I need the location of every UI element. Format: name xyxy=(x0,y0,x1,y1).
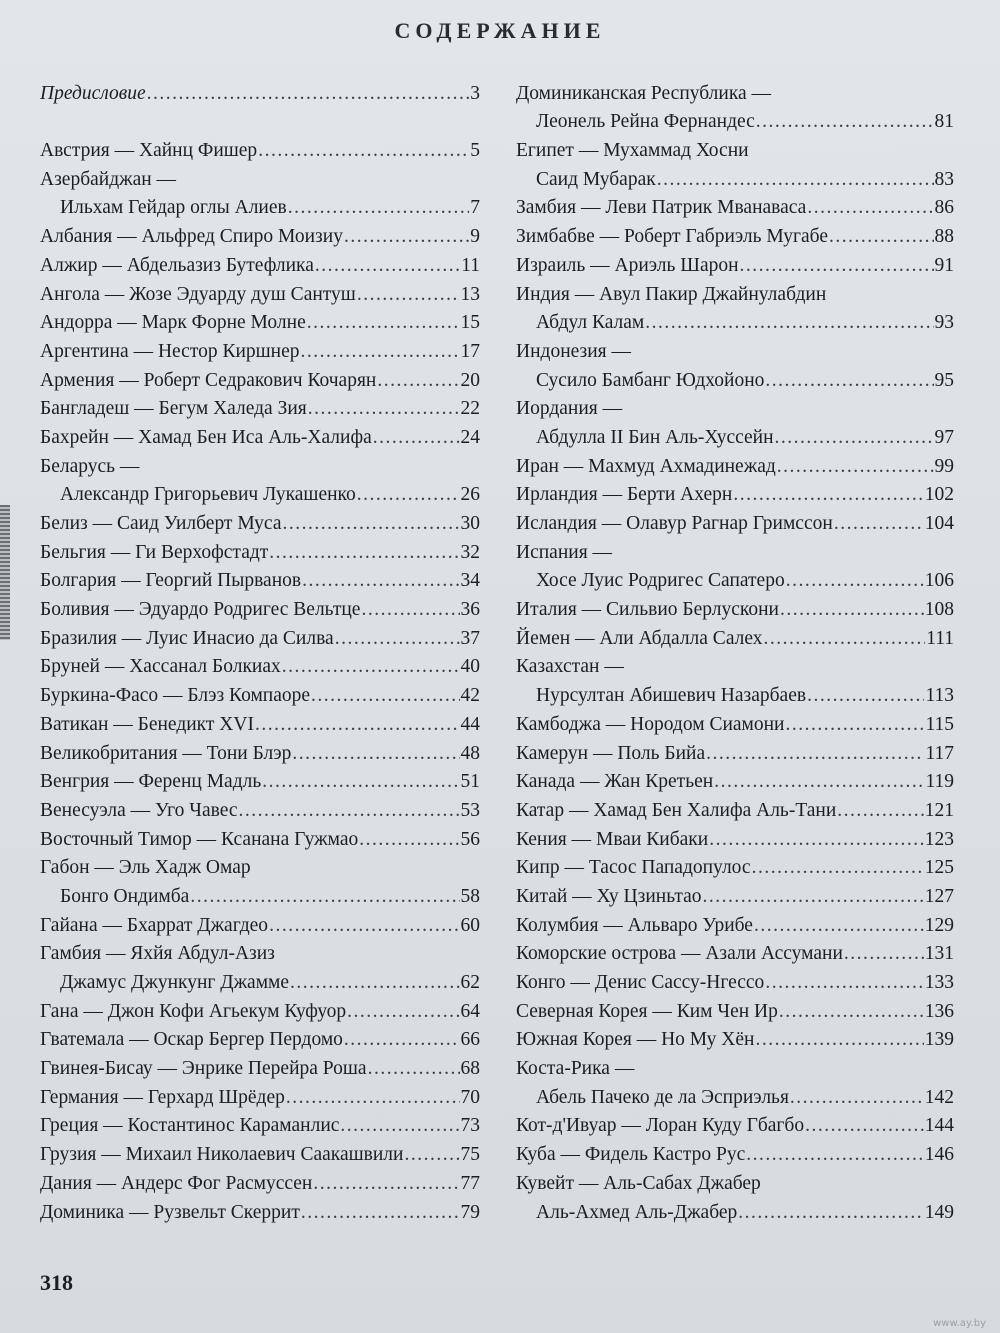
toc-leader-dots xyxy=(777,456,934,478)
toc-entry-page: 119 xyxy=(925,771,954,793)
toc-entry-page: 129 xyxy=(924,914,954,936)
toc-entry-label: Ильхам Гейдар оглы Алиев xyxy=(60,197,287,219)
toc-entry xyxy=(40,506,480,535)
toc-entry xyxy=(516,678,954,707)
toc-leader-dots xyxy=(714,771,924,793)
toc-entry xyxy=(516,793,954,822)
toc-leader-dots xyxy=(377,370,459,392)
toc-leader-dots xyxy=(301,1202,460,1224)
toc-leader-dots xyxy=(282,513,459,535)
toc-leader-dots xyxy=(706,743,924,765)
toc-entry-label: Габон — Эль Хадж Омар xyxy=(40,857,251,879)
toc-leader-dots xyxy=(302,570,459,592)
toc-entry-page: 66 xyxy=(460,1029,480,1051)
toc-entry xyxy=(516,908,954,937)
toc-leader-dots xyxy=(404,1144,459,1166)
toc-entry xyxy=(40,133,480,162)
toc-left-column xyxy=(40,76,480,1224)
toc-leader-dots xyxy=(709,829,924,851)
toc-leader-dots xyxy=(239,800,460,822)
toc-leader-dots xyxy=(288,197,470,219)
toc-entry xyxy=(516,506,954,535)
toc-entry-label: Великобритания — Тони Блэр xyxy=(40,742,292,764)
toc-entry-page: 77 xyxy=(460,1172,480,1194)
toc-entry-label: Армения — Роберт Седракович Кочарян xyxy=(40,369,377,391)
toc-entry-page: 131 xyxy=(924,943,954,965)
toc-entry-label: Замбия — Леви Патрик Мванаваса xyxy=(516,197,807,219)
toc-leader-dots xyxy=(837,800,923,822)
toc-entry xyxy=(40,678,480,707)
toc-entry-label: Ватикан — Бенедикт XVI xyxy=(40,713,254,735)
toc-entry-label: Буркина-Фасо — Блэз Компаоре xyxy=(40,685,311,707)
toc-entry xyxy=(40,707,480,736)
toc-entry-page: 146 xyxy=(924,1144,954,1166)
toc-entry-label: Гватемала — Оскар Бергер Пердомо xyxy=(40,1029,343,1051)
toc-entry-page: 34 xyxy=(460,570,480,592)
toc-entry-label: Бахрейн — Хамад Бен Иса Аль-Халифа xyxy=(40,426,372,448)
toc-entry-page: 7 xyxy=(470,197,480,219)
toc-leader-dots xyxy=(315,255,460,277)
toc-leader-dots xyxy=(645,312,933,334)
toc-entry-label: Гамбия — Яхйя Абдул-Азиз xyxy=(40,943,275,965)
toc-entry-label: Абдул Калам xyxy=(536,312,645,334)
toc-entry-label: Андорра — Марк Форне Молне xyxy=(40,312,306,334)
toc-leader-dots xyxy=(292,743,459,765)
toc-entry xyxy=(40,879,480,908)
toc-entry xyxy=(516,133,954,162)
toc-entry-page: 117 xyxy=(925,742,954,764)
toc-entry-label: Индонезия — xyxy=(516,340,632,362)
toc-right-column xyxy=(516,76,954,1224)
toc-entry xyxy=(40,793,480,822)
toc-leader-dots xyxy=(755,1029,923,1051)
toc-leader-dots xyxy=(829,226,934,248)
toc-entry-label: Израиль — Ариэль Шарон xyxy=(516,254,739,276)
toc-entry-label: Грузия — Михаил Николаевич Саакашвили xyxy=(40,1144,404,1166)
toc-entry xyxy=(516,162,954,191)
toc-leader-dots xyxy=(190,886,459,908)
toc-entry-label: Венесуэла — Уго Чавес xyxy=(40,799,238,821)
toc-leader-dots xyxy=(147,83,470,105)
toc-entry xyxy=(40,937,480,966)
toc-leader-dots xyxy=(255,714,460,736)
toc-entry xyxy=(516,363,954,392)
toc-entry-page: 123 xyxy=(924,828,954,850)
toc-entry xyxy=(516,105,954,134)
toc-entry xyxy=(40,449,480,478)
toc-entry-page: 22 xyxy=(460,398,480,420)
toc-leader-dots xyxy=(740,255,934,277)
toc-entry-label: Хосе Луис Родригес Сапатеро xyxy=(536,570,785,592)
toc-entry xyxy=(40,248,480,277)
toc-leader-dots xyxy=(834,513,924,535)
toc-entry-label: Беларусь — xyxy=(40,455,140,477)
toc-entry xyxy=(516,1195,954,1224)
toc-leader-dots xyxy=(807,197,933,219)
toc-entry-label: Сусило Бамбанг Юдхойоно xyxy=(536,369,765,391)
toc-entry-page: 142 xyxy=(924,1086,954,1108)
toc-entry xyxy=(516,564,954,593)
toc-entry-label: Ангола — Жозе Эдуарду душ Сантуш xyxy=(40,283,356,305)
toc-entry-label: Нурсултан Абишевич Назарбаев xyxy=(536,685,807,707)
toc-entry xyxy=(40,363,480,392)
toc-entry-page: 79 xyxy=(460,1201,480,1223)
toc-entry xyxy=(40,334,480,363)
toc-entry-page: 97 xyxy=(934,426,954,448)
toc-entry-page: 40 xyxy=(460,656,480,678)
toc-entry-page: 149 xyxy=(924,1201,954,1223)
toc-leader-dots xyxy=(307,312,460,334)
toc-entry-label: Дания — Андерс Фог Расмуссен xyxy=(40,1172,313,1194)
toc-entry-label: Куба — Фидель Кастро Рус xyxy=(516,1144,746,1166)
toc-leader-dots xyxy=(308,398,460,420)
toc-entry-label: Кувейт — Аль-Сабах Джабер xyxy=(516,1172,761,1194)
toc-entry-label: Казахстан — xyxy=(516,656,624,678)
toc-entry-label: Гайана — Бхаррат Джагдео xyxy=(40,914,269,936)
toc-entry-label: Боливия — Эдуардо Родригес Вельтце xyxy=(40,599,361,621)
toc-entry xyxy=(40,392,480,421)
toc-entry xyxy=(516,1023,954,1052)
toc-entry xyxy=(516,334,954,363)
toc-entry xyxy=(516,765,954,794)
toc-entry-page: 37 xyxy=(460,627,480,649)
toc-entry-label: Камбоджа — Нородом Сиамони xyxy=(516,713,785,735)
toc-leader-dots xyxy=(340,1115,459,1137)
toc-entry-label: Камерун — Поль Бийа xyxy=(516,742,706,764)
toc-entry-page: 75 xyxy=(460,1144,480,1166)
toc-spacer xyxy=(40,105,480,134)
toc-entry xyxy=(516,277,954,306)
toc-leader-dots xyxy=(357,284,460,306)
toc-entry-label: Германия — Герхард Шрёдер xyxy=(40,1086,285,1108)
toc-entry xyxy=(40,994,480,1023)
toc-entry-page: 56 xyxy=(460,828,480,850)
toc-entry-page: 36 xyxy=(460,599,480,621)
toc-entry-label: Восточный Тимор — Ксанана Гужмао xyxy=(40,828,359,850)
toc-entry-page: 53 xyxy=(460,799,480,821)
toc-entry-label: Гана — Джон Кофи Агьекум Куфуор xyxy=(40,1000,347,1022)
toc-entry-page: 58 xyxy=(460,885,480,907)
toc-entry-label: Бельгия — Ги Верхофстадт xyxy=(40,541,269,563)
toc-leader-dots xyxy=(657,169,934,191)
toc-entry-label: Йемен — Али Абдалла Салех xyxy=(516,627,763,649)
toc-entry-label: Аль-Ахмед Аль-Джабер xyxy=(536,1201,738,1223)
toc-entry-page: 73 xyxy=(460,1115,480,1137)
toc-leader-dots xyxy=(790,1087,924,1109)
toc-leader-dots xyxy=(746,1144,924,1166)
toc-entry-label: Алжир — Абдельазиз Бутефлика xyxy=(40,254,314,276)
page-edge-marker xyxy=(0,505,10,640)
toc-entry-page: 60 xyxy=(460,914,480,936)
toc-entry xyxy=(40,564,480,593)
toc-entry-label: Абель Пачеко де ла Эсприэлья xyxy=(536,1086,789,1108)
toc-entry-label: Индия — Авул Пакир Джайнулабдин xyxy=(516,283,827,305)
toc-entry-label: Коморские острова — Азали Ассумани xyxy=(516,943,843,965)
toc-leader-dots xyxy=(335,628,460,650)
toc-entry xyxy=(516,1166,954,1195)
toc-entry xyxy=(40,592,480,621)
toc-leader-dots xyxy=(764,628,926,650)
toc-entry-label: Венгрия — Ференц Мадль xyxy=(40,771,262,793)
toc-entry-page: 106 xyxy=(924,570,954,592)
toc-entry-label: Испания — xyxy=(516,541,613,563)
toc-leader-dots xyxy=(786,714,925,736)
watermark: www.ay.by xyxy=(933,1318,986,1329)
toc-entry-page: 95 xyxy=(934,369,954,391)
toc-entry xyxy=(40,1109,480,1138)
toc-leader-dots xyxy=(368,1058,460,1080)
toc-entry-page: 139 xyxy=(924,1029,954,1051)
toc-entry-page: 81 xyxy=(934,111,954,133)
toc-entry-label: Италия — Сильвио Берлускони xyxy=(516,599,779,621)
toc-entry-label: Кения — Мваи Кибаки xyxy=(516,828,709,850)
toc-entry-page: 108 xyxy=(924,599,954,621)
toc-leader-dots xyxy=(361,599,459,621)
toc-entry xyxy=(516,879,954,908)
toc-entry-page: 30 xyxy=(460,513,480,534)
toc-leader-dots xyxy=(752,857,924,879)
toc-leader-dots xyxy=(756,111,934,133)
toc-entry xyxy=(516,1137,954,1166)
toc-entry-label: Джамус Джункунг Джамме xyxy=(60,972,290,993)
toc-entry xyxy=(516,937,954,966)
toc-entry-label: Коста-Рика — xyxy=(516,1058,635,1080)
toc-entry-page: 133 xyxy=(924,972,954,993)
toc-entry-label: Азербайджан — xyxy=(40,168,177,190)
toc-entry xyxy=(40,277,480,306)
toc-entry-page: 121 xyxy=(924,799,954,821)
toc-entry-page: 13 xyxy=(460,283,480,305)
toc-entry-page: 113 xyxy=(925,685,954,707)
toc-entry-label: Болгария — Георгий Пырванов xyxy=(40,570,302,592)
toc-entry-page: 102 xyxy=(924,484,954,506)
toc-entry-page: 104 xyxy=(924,513,954,534)
toc-entry-label: Леонель Рейна Фернандес xyxy=(536,111,755,133)
toc-entry-page: 62 xyxy=(460,972,480,993)
toc-entry-page: 111 xyxy=(926,627,954,649)
toc-entry xyxy=(516,736,954,765)
toc-entry-label: Конго — Денис Сассу-Нгессо xyxy=(516,972,765,993)
toc-entry xyxy=(40,851,480,880)
toc-entry-label: Гвинея-Бисау — Энрике Перейра Роша xyxy=(40,1058,367,1080)
toc-entry-label: Бразилия — Луис Инасио да Силва xyxy=(40,627,334,649)
toc-entry xyxy=(40,765,480,794)
toc-entry xyxy=(516,478,954,507)
toc-entry xyxy=(40,1051,480,1080)
toc-leader-dots xyxy=(754,915,924,937)
toc-entry-page: 3 xyxy=(470,82,480,104)
toc-entry xyxy=(40,478,480,507)
toc-entry xyxy=(516,219,954,248)
toc-entry-label: Бонго Ондимба xyxy=(60,885,190,907)
toc-entry xyxy=(516,822,954,851)
toc-entry-page: 11 xyxy=(461,254,480,276)
toc-entry xyxy=(516,392,954,421)
toc-entry-page: 93 xyxy=(934,312,954,334)
toc-leader-dots xyxy=(286,1087,460,1109)
toc-entry-label: Греция — Костантинос Караманлис xyxy=(40,1115,340,1137)
toc-entry xyxy=(516,449,954,478)
toc-leader-dots xyxy=(775,427,934,449)
toc-leader-dots xyxy=(311,685,459,707)
toc-entry xyxy=(516,650,954,679)
toc-leader-dots xyxy=(282,656,460,678)
toc-entry xyxy=(40,1166,480,1195)
toc-entry-page: 20 xyxy=(460,369,480,391)
toc-leader-dots xyxy=(807,685,924,707)
toc-leader-dots xyxy=(269,915,459,937)
toc-entry-page: 127 xyxy=(924,885,954,907)
toc-entry-label: Кот-д'Ивуар — Лоран Куду Гбагбо xyxy=(516,1115,805,1137)
toc-entry-label: Исландия — Олавур Рагнар Гримссон xyxy=(516,513,833,534)
toc-entry-page: 88 xyxy=(934,226,954,248)
toc-leader-dots xyxy=(844,943,924,965)
toc-entry-label: Катар — Хамад Бен Халифа Аль-Тани xyxy=(516,799,837,821)
toc-entry-label: Белиз — Саид Уилберт Муса xyxy=(40,513,282,534)
toc-entry xyxy=(40,822,480,851)
toc-entry-label: Бангладеш — Бегум Халеда Зия xyxy=(40,398,307,420)
toc-entry xyxy=(40,420,480,449)
toc-leader-dots xyxy=(262,771,459,793)
toc-entry xyxy=(40,535,480,564)
toc-entry-label: Иордания — xyxy=(516,398,623,420)
toc-entry-label: Южная Корея — Но Му Хён xyxy=(516,1029,755,1051)
toc-entry-label: Бруней — Хассанал Болкиах xyxy=(40,656,281,678)
toc-entry-label: Аргентина — Нестор Киршнер xyxy=(40,340,300,362)
toc-leader-dots xyxy=(805,1115,924,1137)
toc-entry xyxy=(516,535,954,564)
toc-entry-page: 42 xyxy=(460,685,480,707)
toc-entry-label: Саид Мубарак xyxy=(536,168,656,190)
toc-entry xyxy=(516,420,954,449)
toc-entry xyxy=(40,1023,480,1052)
toc-entry-label: Албания — Альфред Спиро Моизиу xyxy=(40,226,343,248)
toc-entry-page: 86 xyxy=(934,197,954,219)
toc-entry-label: Египет — Мухаммад Хосни xyxy=(516,140,749,162)
toc-entry-page: 125 xyxy=(924,857,954,879)
toc-entry xyxy=(40,1080,480,1109)
toc-entry-label: Абдулла II Бин Аль-Хуссейн xyxy=(536,426,774,448)
toc-leader-dots xyxy=(733,484,923,506)
toc-entry-label: Ирландия — Берти Ахерн xyxy=(516,484,733,506)
page-title: СОДЕРЖАНИЕ xyxy=(394,18,606,43)
toc-entry xyxy=(40,736,480,765)
toc-entry-page: 44 xyxy=(460,713,480,735)
toc-entry-page: 51 xyxy=(460,771,480,793)
toc-entry-page: 15 xyxy=(460,312,480,334)
toc-entry-label: Предисловие xyxy=(40,82,146,104)
toc-entry xyxy=(516,1051,954,1080)
toc-entry-label: Кипр — Тасос Пападопулос xyxy=(516,857,751,879)
toc-entry-label: Доминиканская Республика — xyxy=(516,82,772,104)
toc-leader-dots xyxy=(786,570,924,592)
toc-leader-dots xyxy=(765,972,923,994)
toc-leader-dots xyxy=(269,542,459,564)
toc-entry-label: Китай — Ху Цзиньтао xyxy=(516,885,702,907)
toc-entry-label: Доминика — Рузвельт Скеррит xyxy=(40,1201,300,1223)
toc-entry xyxy=(516,621,954,650)
toc-entry-page: 5 xyxy=(470,140,480,162)
toc-entry xyxy=(40,908,480,937)
toc-leader-dots xyxy=(344,1029,460,1051)
toc-entry-page: 32 xyxy=(460,541,480,563)
toc-entry xyxy=(516,851,954,880)
toc-leader-dots xyxy=(703,886,924,908)
toc-entry-page: 83 xyxy=(934,168,954,190)
toc-entry-page: 24 xyxy=(460,426,480,448)
toc-leader-dots xyxy=(290,972,459,994)
toc-leader-dots xyxy=(765,370,933,392)
toc-entry-label: Александр Григорьевич Лукашенко xyxy=(60,484,356,506)
toc-entry xyxy=(40,306,480,335)
toc-entry xyxy=(516,306,954,335)
toc-entry xyxy=(40,76,480,105)
page-number: 318 xyxy=(40,1270,73,1295)
toc-leader-dots xyxy=(347,1001,459,1023)
toc-entry-page: 17 xyxy=(460,340,480,362)
toc-entry-page: 48 xyxy=(460,742,480,764)
toc-leader-dots xyxy=(301,341,460,363)
toc-entry xyxy=(516,1080,954,1109)
toc-entry xyxy=(516,994,954,1023)
toc-entry-label: Иран — Махмуд Ахмадинежад xyxy=(516,455,776,477)
toc-entry xyxy=(40,965,480,994)
toc-leader-dots xyxy=(779,1001,924,1023)
toc-entry-page: 91 xyxy=(934,254,954,276)
toc-entry-page: 144 xyxy=(924,1115,954,1137)
toc-entry-page: 70 xyxy=(460,1086,480,1108)
toc-entry xyxy=(516,191,954,220)
toc-entry xyxy=(516,592,954,621)
toc-entry xyxy=(516,248,954,277)
toc-leader-dots xyxy=(357,484,460,506)
toc-entry xyxy=(40,1195,480,1224)
toc-entry-page: 26 xyxy=(460,484,480,506)
toc-entry xyxy=(40,219,480,248)
toc-leader-dots xyxy=(313,1173,459,1195)
toc-leader-dots xyxy=(738,1202,923,1224)
toc-entry xyxy=(516,707,954,736)
toc-entry-page: 99 xyxy=(934,455,954,477)
toc-entry-label: Колумбия — Альваро Урибе xyxy=(516,914,753,936)
toc-entry-label: Северная Корея — Ким Чен Ир xyxy=(516,1000,778,1022)
toc-entry xyxy=(40,650,480,679)
toc-entry xyxy=(40,162,480,191)
toc-entry-page: 68 xyxy=(460,1058,480,1080)
toc-leader-dots xyxy=(344,226,469,248)
toc-leader-dots xyxy=(373,427,460,449)
toc-entry xyxy=(516,965,954,994)
toc-entry-label: Канада — Жан Кретьен xyxy=(516,771,714,793)
toc-entry xyxy=(40,1137,480,1166)
toc-entry-page: 136 xyxy=(924,1000,954,1022)
toc-leader-dots xyxy=(359,829,459,851)
toc-entry xyxy=(516,76,954,105)
toc-entry-page: 64 xyxy=(460,1000,480,1022)
toc-entry xyxy=(40,621,480,650)
toc-entry-page: 115 xyxy=(925,713,954,735)
toc-entry xyxy=(40,191,480,220)
toc-leader-dots xyxy=(780,599,924,621)
toc-entry-label: Австрия — Хайнц Фишер xyxy=(40,140,258,162)
toc-entry xyxy=(516,1109,954,1138)
toc-leader-dots xyxy=(258,140,469,162)
toc-entry-label: Зимбабве — Роберт Габриэль Мугабе xyxy=(516,226,828,248)
toc-entry-page: 9 xyxy=(470,226,480,248)
